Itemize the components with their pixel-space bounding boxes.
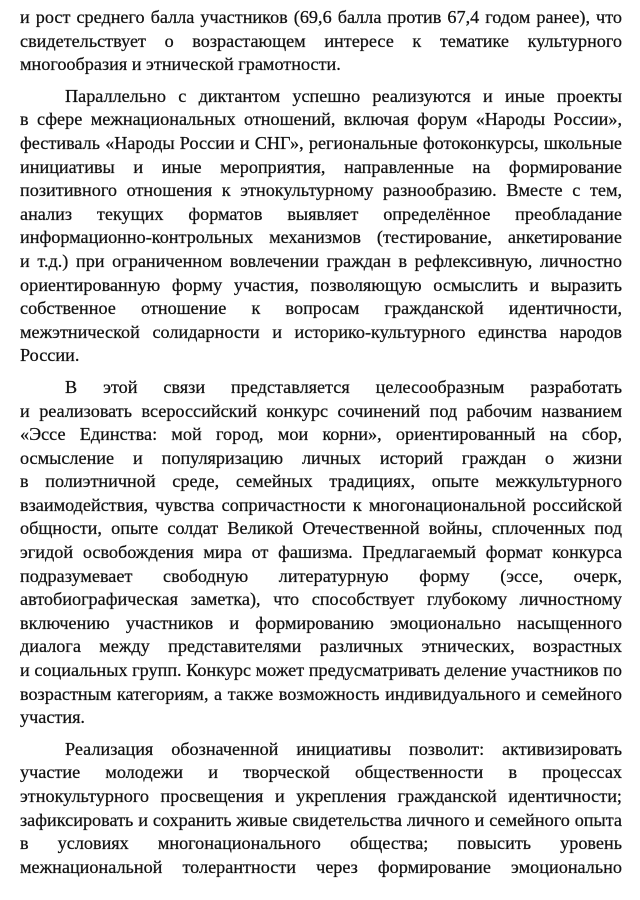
text-line: участие молодежи и творческой общественности в процессах [20, 762, 622, 783]
text-line: подразумевает свободную литературную форму (эссе, очерк, [20, 565, 622, 586]
text-line: ориентированную форму участия, позволяющую осмыслить и выразить [20, 274, 622, 295]
text-line: взаимодействия, чувства сопричастности к многонациональной российской [20, 494, 622, 515]
text-line: межэтнической солидарности и историко-культурного единства народов [20, 321, 622, 342]
paragraph-initiative-outcomes [20, 738, 622, 880]
text-line: общности, опыте солдат Великой Отечественной войны, сплоченных под [20, 518, 622, 539]
text-line: инициативы и иные мероприятия, направленные на формирование [20, 156, 622, 177]
text-line: и социальных групп. Конкурс может предусматривать деление участников по [20, 660, 622, 681]
text-line: в полиэтничной среде, семейных традициях, опыте межкультурного [20, 471, 622, 492]
text-line: диалога между представителями различных этнических, возрастных [20, 636, 622, 657]
text-line: в условиях многонационального общества; повысить уровень [20, 833, 622, 854]
text-line: включению участников и формированию эмоционально насыщенного [20, 612, 622, 633]
text-line: межнациональной толерантности через формирование эмоционально [20, 856, 622, 877]
text-line: анализ текущих форматов выявляет определённое преобладание [20, 203, 622, 224]
text-line: и реализовать всероссийский конкурс сочинений под рабочим названием [20, 400, 622, 421]
text-line: осмысление и популяризацию личных историй граждан о жизни [20, 447, 622, 468]
text-line: и т.д.) при ограниченном вовлечении граждан в рефлексивную, личностно [20, 250, 622, 271]
text-line: возрастным категориям, а также возможность индивидуального и семейного [20, 683, 622, 704]
text-line: информационно-контрольных механизмов (тестирование, анкетирование [20, 227, 622, 248]
text-line: фестиваль «Народы России и СНГ», региональные фотоконкурсы, школьные [20, 132, 622, 153]
paragraph-other-projects [20, 85, 622, 368]
paragraph-essay-contest-proposal [20, 376, 622, 730]
document-page [20, 6, 622, 887]
text-line: этнокультурного просвещения и укрепления гражданской идентичности; [20, 786, 622, 806]
text-line: России. [20, 345, 80, 366]
text-line: Реализация обозначенной инициативы позволит: активизировать [65, 738, 622, 759]
text-line: многообразия и этнической грамотности. [20, 54, 341, 75]
text-line: эгидой освобождения мира от фашизма. Предлагаемый формат конкурса [20, 542, 622, 563]
text-line: свидетельствует о возрастающем интересе к тематике культурного [20, 30, 622, 51]
text-line: В этой связи представляется целесообразным разработать [65, 376, 622, 397]
text-line: Параллельно с диктантом успешно реализуются и иные проекты [65, 85, 622, 106]
text-line: позитивного отношения к этнокультурному разнообразию. Вместе с тем, [20, 180, 622, 201]
text-line: зафиксировать и сохранить живые свидетельства личного и семейного опыта [20, 809, 622, 830]
paragraph-results-summary [20, 6, 622, 77]
text-line: «Эссе Единства: мой город, мои корни», ориентированный на сбор, [20, 424, 622, 445]
text-line: собственное отношение к вопросам гражданской идентичности, [20, 298, 622, 319]
text-line: автобиографическая заметка), что способствует глубокому личностному [20, 589, 622, 610]
text-line: и рост среднего балла участников (69,6 балла против 67,4 годом ранее), что [20, 7, 622, 27]
text-line: участия. [20, 707, 85, 728]
text-line: в сфере межнациональных отношений, включая форум «Народы России», [20, 109, 622, 130]
